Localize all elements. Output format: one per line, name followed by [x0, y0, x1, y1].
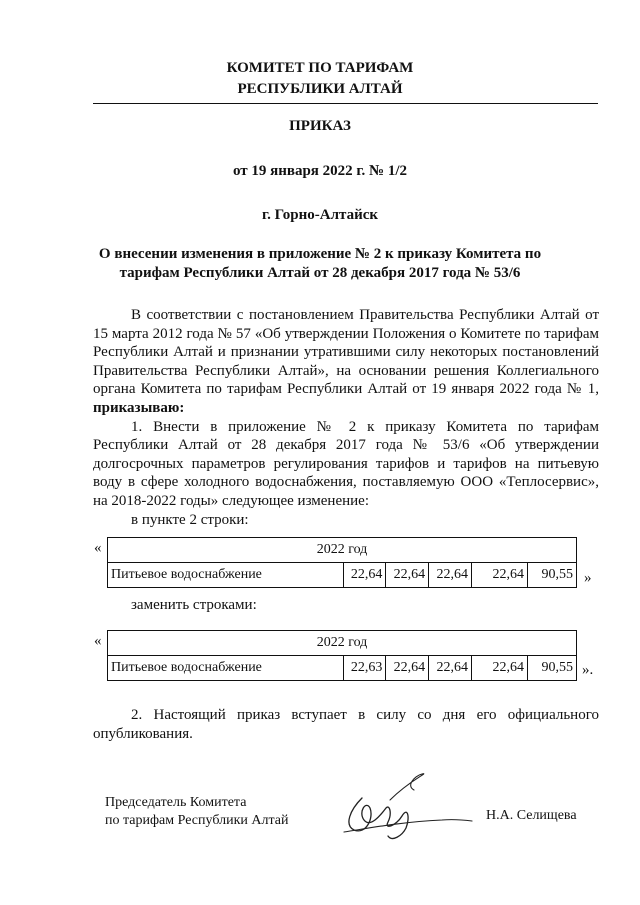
- document-date-number: от 19 января 2022 г. № 1/2: [232, 163, 408, 179]
- in-point-text: в пункте 2 строки:: [131, 511, 249, 528]
- table-cell: 22,64: [429, 656, 472, 681]
- table-row: [108, 631, 577, 656]
- org-name-line2: РЕСПУБЛИКИ АЛТАЙ: [237, 81, 403, 97]
- body-section-1: [93, 306, 599, 529]
- table-row: [108, 656, 577, 681]
- signatory-name: Н.А. Селищева: [486, 808, 577, 823]
- table-row: [108, 563, 577, 588]
- table-year-header: 2022 год: [108, 631, 577, 656]
- table-cell: 22,64: [429, 563, 472, 588]
- signatory-position: [105, 794, 288, 830]
- preamble-text: В соответствии с постановлением Правительства Республики Алтай от 15 марта 2012 года № 57 «Об утверждении Положения о Комитете по тарифам Республики Алтай и признании утратившими силу некоторых постановлений Правительства Республики Алтай», на основании решения Коллегиального органа Комитета по тарифам Республики Алтай от 19 января 2022 года № 1,: [93, 307, 599, 398]
- table-cell: 90,55: [528, 563, 577, 588]
- table-old-close-quote: »: [584, 570, 592, 586]
- document-city: г. Горно-Алтайск: [261, 207, 379, 223]
- org-name-line1: КОМИТЕТ ПО ТАРИФАМ: [226, 60, 414, 76]
- handwritten-signature: [330, 770, 480, 845]
- item-1-paragraph: 1. Внести в приложение № 2 к приказу Комитета по тарифам Республики Алтай от 28 декабря 2017 года № 53/6 «Об утверждении долгосрочных параметров регулирования тарифов и тарифов на питьевую воду в сфере холодного водоснабжения, поставляемую ООО «Теплосервис», на 2018-2022 годы» следующее изменение:: [93, 418, 599, 509]
- table-year-header: 2022 год: [108, 538, 577, 563]
- header-divider: [93, 103, 598, 104]
- table-row-label: Питьевое водоснабжение: [108, 656, 344, 681]
- document-subject-line1: О внесении изменения в приложение № 2 к приказу Комитета по: [98, 246, 542, 262]
- tariff-table-old: [107, 537, 577, 588]
- table-new-close-quote: ».: [582, 662, 594, 678]
- document-subject-line2: тарифам Республики Алтай от 28 декабря 2017 года № 53/6: [119, 265, 521, 281]
- item-2-paragraph: 2. Настоящий приказ вступает в силу со дня его официального опубликования.: [93, 707, 599, 742]
- table-old-open-quote: «: [94, 540, 102, 556]
- document-type: ПРИКАЗ: [289, 118, 351, 134]
- replace-section: [93, 596, 599, 615]
- table-cell: 22,64: [471, 563, 527, 588]
- signatory-position-line1: Председатель Комитета: [105, 795, 247, 810]
- body-section-2: [93, 706, 599, 743]
- table-row-label: Питьевое водоснабжение: [108, 563, 344, 588]
- table-cell: 22,63: [343, 656, 386, 681]
- preamble-paragraph: [93, 306, 599, 418]
- preamble-order-word: приказываю:: [93, 399, 185, 416]
- table-row: [108, 538, 577, 563]
- tariff-table-new: [107, 630, 577, 681]
- signatory-position-line2: по тарифам Республики Алтай: [105, 813, 289, 828]
- replace-with-text: заменить строками:: [131, 597, 257, 613]
- table-cell: 22,64: [471, 656, 527, 681]
- table-new-open-quote: «: [94, 633, 102, 649]
- table-cell: 22,64: [343, 563, 386, 588]
- table-cell: 22,64: [386, 656, 429, 681]
- table-cell: 90,55: [528, 656, 577, 681]
- table-cell: 22,64: [386, 563, 429, 588]
